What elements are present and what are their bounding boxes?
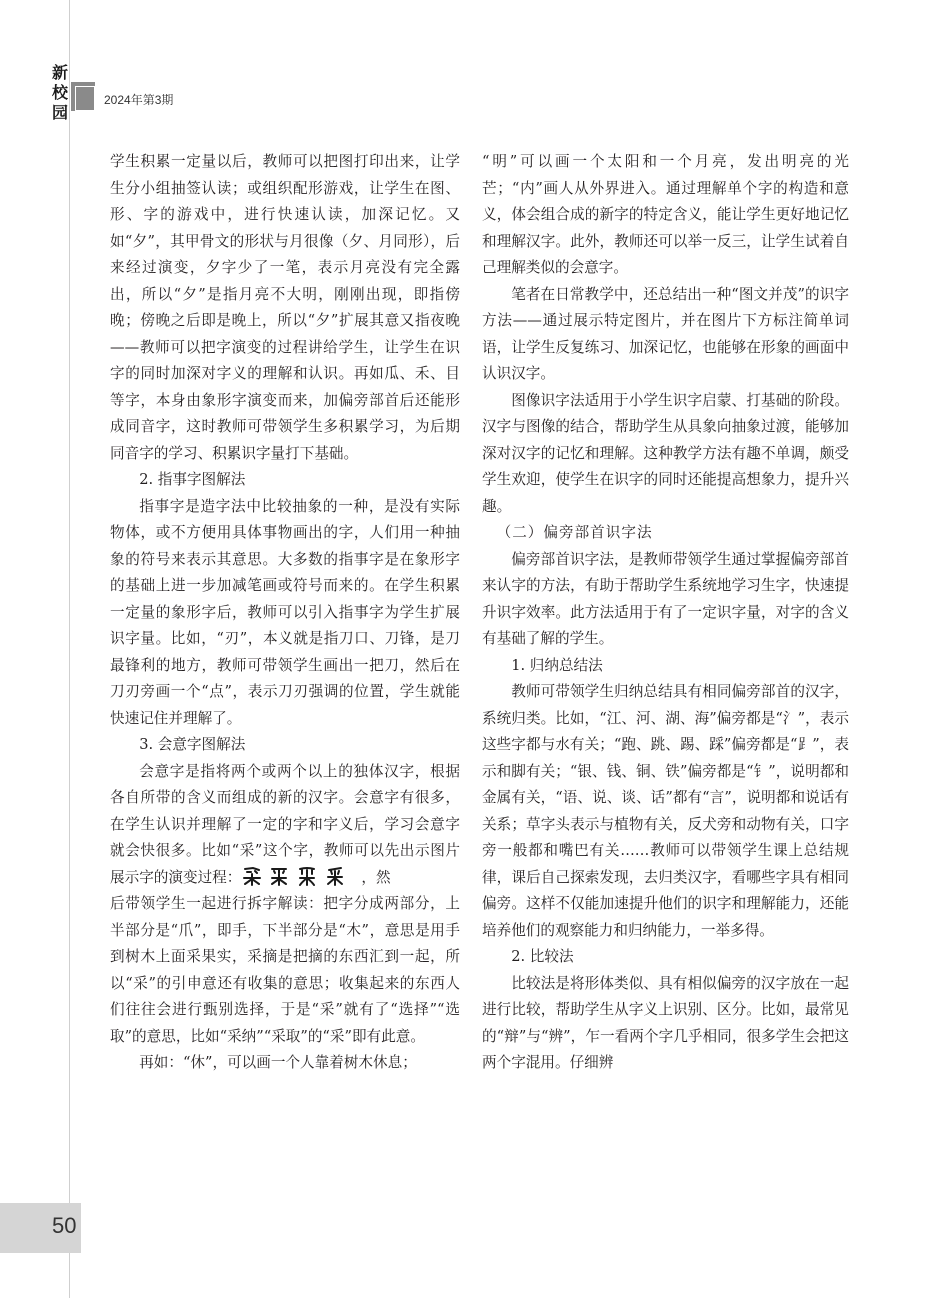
brand-char: 园 bbox=[51, 103, 68, 122]
brand-char: 校 bbox=[51, 83, 68, 102]
paragraph: 笔者在日常教学中，还总结出一种“图文并茂”的识字方法——通过展示特定图片，并在图片下方标注简单词语，让学生反复练习、加深记忆，也能够在形象的画面中认识汉字。 bbox=[482, 285, 849, 382]
paragraph: 图像识字法适用于小学生识字启蒙、打基础的阶段。汉字与图像的结合，帮助学生从具象向抽象过渡，能够加深对汉字的记忆和理解。这种教学方法有趣不单调，颇受学生欢迎，使学生在识字的同时还能提高想象力，提升兴趣。 bbox=[482, 391, 849, 515]
paragraph: 教师可带领学生归纳总结具有相同偏旁部首的汉字，系统归类。比如，“江、河、湖、海”偏旁都是“氵”，表示这些字都与水有关；“跑、跳、踢、踩”偏旁都是“⻊”，表示和脚有关；“银、钱、铜、铁”偏旁都是“钅”，说明都和金属有关，“语、说、谈、话”都有“言”，说明都和说话有关系；草字头表示与植物有关，反犬旁和动物有关，口字旁一般都和嘴巴有关……教师可以带领学生课上总结规律，课后自己探索发现，去归类汉字，看哪些字具有相同偏旁。这样不仅能加速提升他们的识字和理解能力，还能培养他们的观察能力和归纳能力，一举多得。 bbox=[482, 683, 849, 939]
seal-glyph bbox=[300, 868, 314, 885]
section-heading: 1. 归纳总结法 bbox=[511, 656, 603, 674]
bronze-glyph bbox=[272, 869, 286, 885]
paragraph: 后带领学生一起进行拆字解读：把字分成两部分，上半部分是“爪”，即手，下半部分是“木”，意思是用手到树木上面采果实，采摘是把摘的东西汇到一起，所以“采”的引申意还有收集的意思；收集起来的东西人们往往会进行甄别选择，于是“采”就有了“选择”“选取”的意思，比如“采纳”“采取”的“采”即有此意。 bbox=[110, 895, 460, 1045]
subsection-heading: （二）偏旁部首识字法 bbox=[496, 524, 653, 541]
page-number: 50 bbox=[52, 1213, 77, 1238]
issue-marker-frame bbox=[75, 86, 95, 111]
section-heading: 2. 比较法 bbox=[511, 948, 574, 965]
paragraph: 偏旁部首识字法，是教师带领学生通过掌握偏旁部首来认字的方法，有助于帮助学生系统地学习生字，快速提升识字效率。此方法适用于有了一定识字量，对字的含义有基础了解的学生。 bbox=[482, 550, 849, 647]
oracle-glyph bbox=[244, 868, 260, 885]
paragraph: 学生积累一定量以后，教师可以把图打印出来，让学生分小组抽签认读；或组织配形游戏，让学生在图、形、字的游戏中，进行快速认读，加深记忆。又如“夕”，其甲骨文的形状与月很像（夕、月同形），后来经过演变，夕字少了一笔，表示月亮没有完全露出，所以“夕”是指月亮不大明，刚刚出现，即指傍晚；傍晚之后即是晚上，所以“夕”扩展其意又指夜晚——教师可以把字演变的过程讲给学生，让学生在识字的同时加深对字义的理解和认识。再如瓜、禾、目等字，本身由象形字演变而来，加偏旁部首后还能形成同音字，这时教师可带领学生多积累学习，为后期同音字的学习、积累识字量打下基础。 bbox=[110, 153, 460, 462]
right-column bbox=[482, 149, 849, 1077]
regular-glyph bbox=[328, 868, 342, 885]
margin-rule bbox=[69, 0, 70, 1298]
left-column bbox=[110, 149, 460, 1077]
section-heading: 3. 会意字图解法 bbox=[139, 736, 246, 753]
paragraph: 指事字是造字法中比较抽象的一种，是没有实际物体，或不方便用具体事物画出的字，人们用一种抽象的符号来表示其意思。大多数的指事字是在象形字的基础上进一步加减笔画或符号而来的。在学生积累一定量的象形字后，教师可以引入指事字为学生扩展识字量。比如，“刃”，本义就是指刀口、刀锋，是刀最锋利的地方，教师可带领学生画出一把刀，然后在刀刃旁画一个“点”，表示刀刃强调的位置，学生就能快速记住并理解了。 bbox=[110, 497, 460, 727]
issue-label: 2024年第3期 bbox=[104, 93, 174, 107]
paragraph-text: 会意字是指将两个或两个以上的独体汉字，根据各自所带的含义而组成的新的汉字。会意字有很多，在学生认识并理解了一定的字和字义后，学习会意字就会快很多。比如“采”这个字，教师可以先出示图片展示字的演变过程： bbox=[110, 762, 460, 886]
section-heading: 2. 指事字图解法 bbox=[139, 471, 246, 488]
paragraph-with-figure bbox=[110, 759, 460, 892]
journal-brand bbox=[50, 63, 70, 123]
paragraph: “明”可以画一个太阳和一个月亮，发出明亮的光芒；“内”画人从外界进入。通过理解单个字的构造和意义，体会组合成的新字的特定含义，能让学生更好地记忆和理解汉字。此外，教师还可以举一反三，让学生试着自己理解类似的会意字。 bbox=[482, 153, 849, 276]
paragraph: 比较法是将形体类似、具有相似偏旁的汉字放在一起进行比较，帮助学生从字义上识别、区分。比如，最常见的“辩”与“辨”，乍一看两个字几乎相同，很多学生会把这两个字混用。仔细辨 bbox=[482, 974, 849, 1071]
character-evolution-figure bbox=[241, 866, 361, 886]
brand-char: 新 bbox=[51, 63, 68, 82]
paragraph-text: ，然 bbox=[361, 868, 391, 886]
paragraph: 再如：“休”，可以画一个人靠着树木休息； bbox=[139, 1054, 417, 1071]
